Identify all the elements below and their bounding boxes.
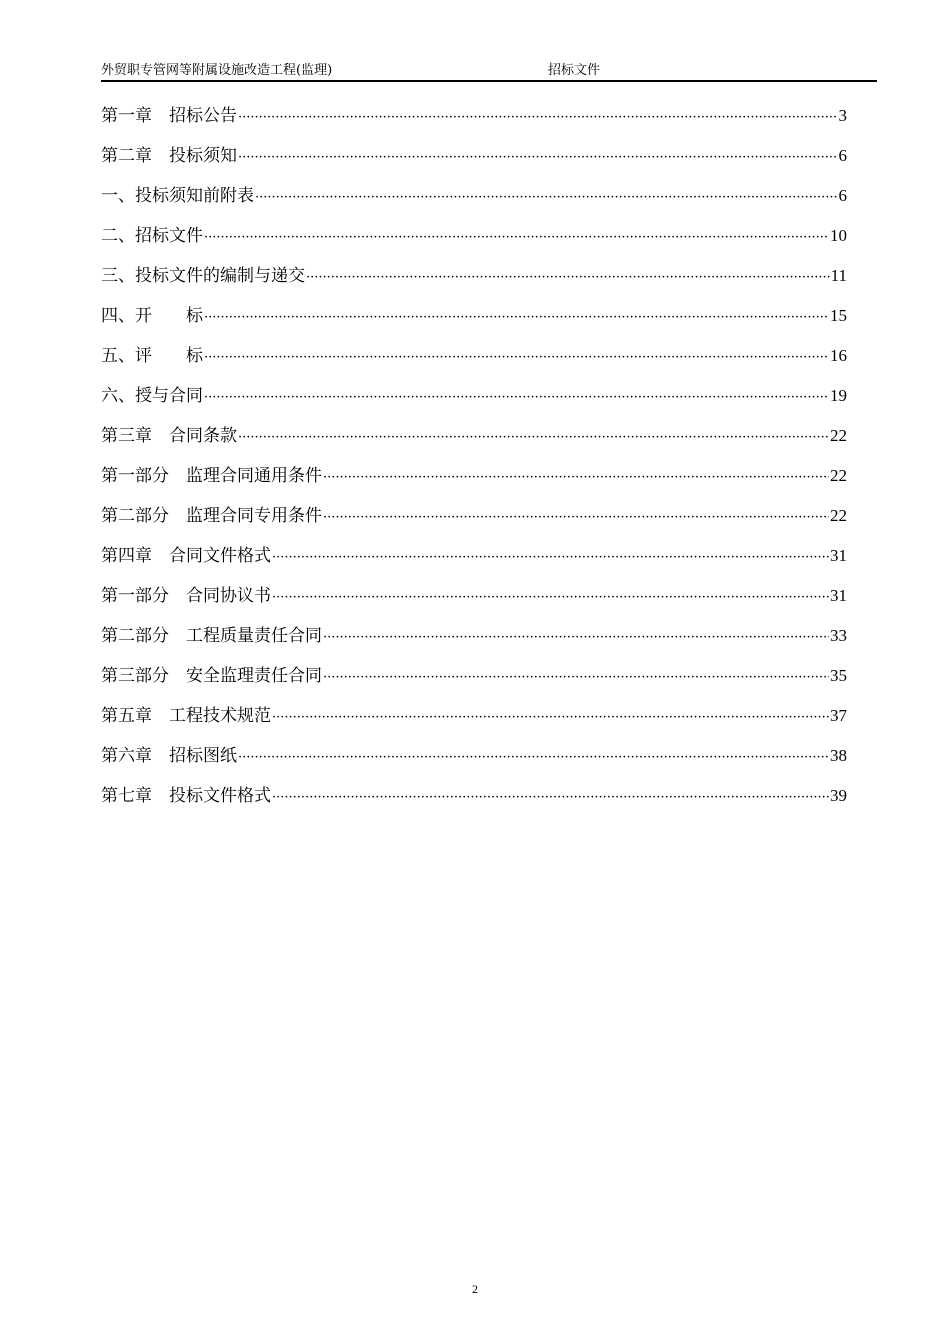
toc-entry-title: 第六章 招标图纸 bbox=[101, 746, 237, 766]
toc-entry-title: 第四章 合同文件格式 bbox=[101, 546, 271, 566]
toc-entry-page: 37 bbox=[830, 706, 847, 725]
toc-entry[interactable] bbox=[101, 622, 847, 662]
toc-entry-title: 第二部分 监理合同专用条件 bbox=[101, 506, 322, 526]
toc-leader-dots bbox=[238, 424, 829, 452]
toc-entry[interactable] bbox=[101, 302, 847, 342]
toc-entry[interactable] bbox=[101, 742, 847, 782]
toc-entry[interactable] bbox=[101, 462, 847, 502]
toc-entry-page: 3 bbox=[838, 106, 847, 125]
toc-entry[interactable] bbox=[101, 222, 847, 262]
page-header bbox=[101, 62, 877, 82]
toc-leader-dots bbox=[323, 624, 829, 652]
toc-entry-title: 三、投标文件的编制与递交 bbox=[101, 266, 305, 286]
toc-entry-page: 22 bbox=[830, 506, 847, 525]
header-document-type: 招标文件 bbox=[548, 63, 601, 78]
toc-entry-page: 15 bbox=[830, 306, 847, 325]
toc-entry-title: 第三章 合同条款 bbox=[101, 426, 237, 446]
toc-entry[interactable] bbox=[101, 142, 847, 182]
page-number: 2 bbox=[472, 1282, 478, 1296]
toc-entry-page: 22 bbox=[830, 426, 847, 445]
toc-entry[interactable] bbox=[101, 582, 847, 622]
toc-entry-title: 六、授与合同 bbox=[101, 386, 203, 406]
toc-leader-dots bbox=[272, 544, 829, 572]
toc-entry-title: 第一部分 合同协议书 bbox=[101, 586, 271, 606]
toc-entry-title: 五、评 标 bbox=[101, 346, 203, 366]
toc-leader-dots bbox=[323, 664, 829, 692]
toc-entry-page: 19 bbox=[830, 386, 847, 405]
toc-entry[interactable] bbox=[101, 382, 847, 422]
toc-entry-page: 31 bbox=[830, 546, 847, 565]
toc-entry-page: 35 bbox=[830, 666, 847, 685]
toc-entry[interactable] bbox=[101, 702, 847, 742]
toc-entry-page: 10 bbox=[830, 226, 847, 245]
toc-entry[interactable] bbox=[101, 502, 847, 542]
toc-leader-dots bbox=[272, 784, 829, 812]
toc-entry[interactable] bbox=[101, 342, 847, 382]
toc-entry-title: 第一章 招标公告 bbox=[101, 106, 237, 126]
toc-entry-page: 38 bbox=[830, 746, 847, 765]
toc-entry-page: 33 bbox=[830, 626, 847, 645]
toc-entry-page: 31 bbox=[830, 586, 847, 605]
toc-leader-dots bbox=[272, 584, 829, 612]
toc-entry-page: 6 bbox=[838, 146, 847, 165]
toc-entry-page: 6 bbox=[838, 186, 847, 205]
toc-leader-dots bbox=[323, 464, 829, 492]
toc-leader-dots bbox=[238, 104, 838, 132]
toc-entry-title: 第一部分 监理合同通用条件 bbox=[101, 466, 322, 486]
toc-entry-page: 22 bbox=[830, 466, 847, 485]
toc-entry-title: 第二章 投标须知 bbox=[101, 146, 237, 166]
toc-leader-dots bbox=[204, 384, 829, 412]
toc-entry-page: 39 bbox=[830, 786, 847, 805]
toc-entry-title: 四、开 标 bbox=[101, 306, 203, 326]
toc-entry[interactable] bbox=[101, 182, 847, 222]
toc-entry[interactable] bbox=[101, 542, 847, 582]
toc-leader-dots bbox=[204, 304, 829, 332]
toc-entry[interactable] bbox=[101, 102, 847, 142]
toc-entry[interactable] bbox=[101, 782, 847, 822]
toc-entry-title: 第七章 投标文件格式 bbox=[101, 786, 271, 806]
toc-leader-dots bbox=[238, 144, 838, 172]
toc-entry-title: 第五章 工程技术规范 bbox=[101, 706, 271, 726]
header-project-title: 外贸职专管网等附属设施改造工程(监理) bbox=[101, 63, 333, 78]
toc-entry[interactable] bbox=[101, 662, 847, 702]
toc-entry-title: 第三部分 安全监理责任合同 bbox=[101, 666, 322, 686]
toc-entry-page: 16 bbox=[830, 346, 847, 365]
toc-leader-dots bbox=[272, 704, 829, 732]
toc-entry-title: 第二部分 工程质量责任合同 bbox=[101, 626, 322, 646]
toc-leader-dots bbox=[204, 344, 829, 372]
toc-leader-dots bbox=[204, 224, 829, 252]
table-of-contents bbox=[101, 102, 847, 822]
toc-entry-title: 一、投标须知前附表 bbox=[101, 186, 254, 206]
toc-leader-dots bbox=[323, 504, 829, 532]
toc-entry-title: 二、招标文件 bbox=[101, 226, 203, 246]
toc-leader-dots bbox=[238, 744, 829, 772]
toc-leader-dots bbox=[306, 264, 830, 292]
toc-leader-dots bbox=[255, 184, 838, 212]
toc-entry-page: 11 bbox=[830, 266, 847, 285]
toc-entry[interactable] bbox=[101, 262, 847, 302]
toc-entry[interactable] bbox=[101, 422, 847, 462]
